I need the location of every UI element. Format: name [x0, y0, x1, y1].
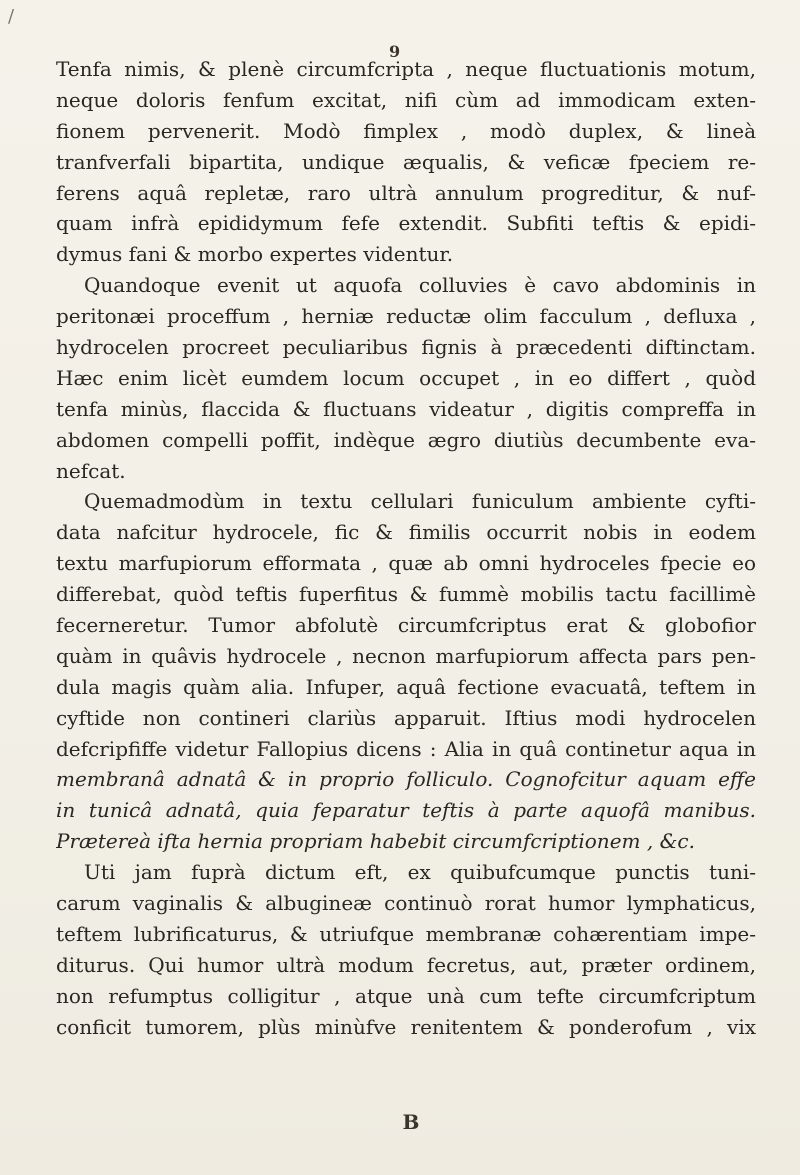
- text-line: defcripfiffe videtur Fallopius dicens : Alia in quâ continetur aqua in: [56, 736, 756, 761]
- text-line: Hæc enim licèt eumdem locum occupet , in eo differt , quòd: [56, 365, 756, 390]
- text-line: fionem pervenerit. Modò fimplex , modò duplex, & lineà: [56, 118, 756, 143]
- body-text: [56, 54, 756, 1043]
- text-line: quam infrà epididymum fefe extendit. Subfiti teftis & epidi-: [56, 211, 756, 236]
- text-line: dula magis quàm alia. Infuper, aquâ fectione evacuatâ, teftem in: [56, 674, 756, 699]
- text-line: Tenfa nimis, & plenè circumfcripta , neque fluctuationis motum,: [56, 57, 756, 81]
- text-line: ferens aquâ repletæ, raro ultrà annulum progreditur, & nuf-: [56, 180, 756, 205]
- text-line: diturus. Qui humor ultrà modum fecretus, aut, præter ordinem,: [56, 952, 756, 977]
- text-line: fecerneretur. Tumor abfolutè circumfcriptus erat & globofior: [56, 613, 756, 638]
- text-line: conficit tumorem, plùs minùfve renitentem & ponderofum , vix: [56, 1014, 756, 1039]
- text-line: Quemadmodùm in textu cellulari funiculum ambiente cyfti-: [84, 489, 756, 514]
- text-line: quàm in quâvis hydrocele , necnon marfupiorum affecta pars pen-: [56, 643, 756, 668]
- text-line: teftem lubrificaturus, & utriufque membranæ cohærentiam impe-: [56, 921, 756, 946]
- text-line: neque doloris fenfum excitat, nifi cùm ad immodicam exten-: [56, 87, 756, 112]
- text-line: cyftide non contineri clariùs apparuit. Iftius modi hydrocelen: [56, 705, 756, 730]
- corner-mark: /: [8, 6, 15, 27]
- text-line: differebat, quòd teftis fuperfitus & fummè mobilis tactu facillimè: [56, 582, 756, 607]
- text-line: carum vaginalis & albugineæ continuò rorat humor lymphaticus,: [56, 891, 756, 916]
- text-line: non refumptus colligitur , atque unà cum tefte circumfcriptum: [56, 983, 756, 1008]
- text-line: tranfverfali bipartita, undique æqualis, & veficæ fpeciem re-: [56, 149, 756, 174]
- text-line: peritonæi proceffum , herniæ reductæ olim facculum , defluxa ,: [56, 304, 756, 329]
- text-line: membranâ adnatâ & in proprio folliculo. Cognofcitur aquam effe: [56, 767, 756, 792]
- text-line: Prætereà ifta hernia propriam habebit circumfcriptionem , &c.: [56, 829, 695, 854]
- text-line: textu marfupiorum efformata , quæ ab omni hydroceles fpecie eo: [56, 551, 756, 576]
- signature-mark: B: [402, 1110, 420, 1134]
- text-line: abdomen compelli poffit, indèque ægro diutiùs decumbente eva-: [56, 427, 756, 452]
- text-line: nefcat.: [56, 458, 126, 483]
- text-line: Quandoque evenit ut aquofa colluvies è cavo abdominis in: [84, 273, 756, 298]
- text-line: dymus fani & morbo expertes videntur.: [56, 242, 454, 267]
- page-number: 9: [389, 42, 401, 61]
- text-line: in tunicâ adnatâ, quia feparatur teftis à parte aquofâ manibus.: [56, 798, 756, 823]
- text-line: Uti jam fuprà dictum eft, ex quibufcumque punctis tuni-: [84, 860, 756, 885]
- text-line: data nafcitur hydrocele, fic & fimilis occurrit nobis in eodem: [56, 520, 756, 545]
- text-line: tenfa minùs, flaccida & fluctuans videatur , digitis compreffa in: [56, 396, 756, 421]
- text-line: hydrocelen procreet peculiaribus fignis à præcedenti diftinctam.: [56, 335, 756, 360]
